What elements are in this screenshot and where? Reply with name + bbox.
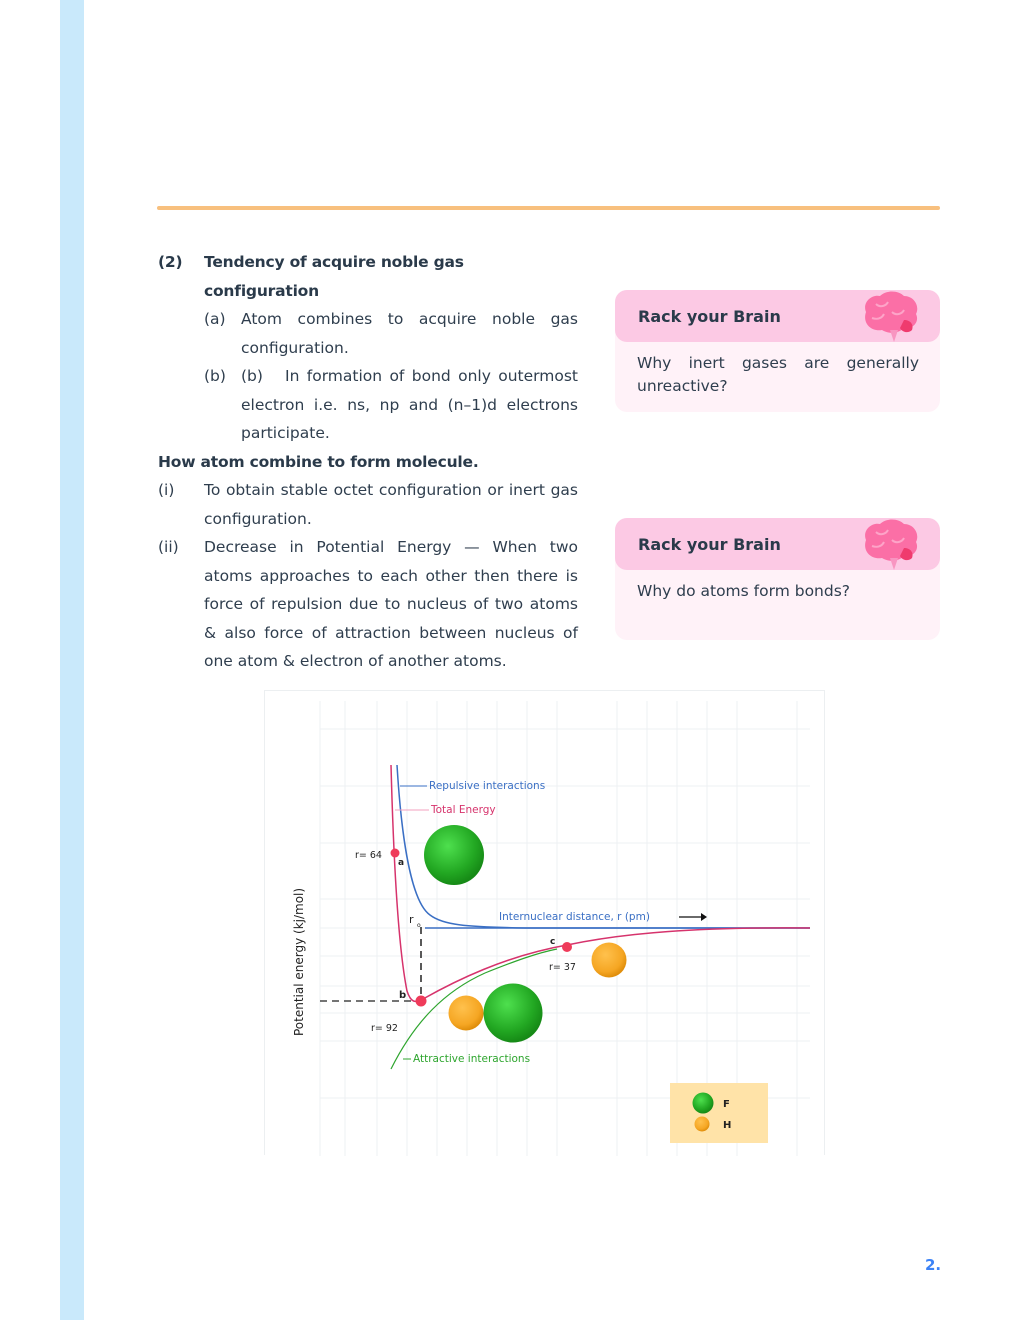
potential-energy-diagram bbox=[265, 691, 826, 1156]
side-strip bbox=[60, 0, 84, 1320]
fluorine-atom-bonded-icon bbox=[484, 984, 543, 1043]
attractive-label: Attractive interactions bbox=[413, 1053, 531, 1065]
item-label: (b) bbox=[204, 367, 226, 385]
legend-fluorine-icon bbox=[693, 1093, 714, 1114]
point-a-label: r= 64 bbox=[355, 850, 382, 861]
section-2-item-b bbox=[204, 362, 583, 448]
item-label: (i) bbox=[158, 481, 175, 499]
y-axis-label: Potential energy (kj/mol) bbox=[292, 887, 306, 1036]
section-2-item-a bbox=[204, 305, 578, 362]
brain-icon bbox=[858, 290, 920, 342]
how-atoms-item-ii bbox=[158, 533, 578, 676]
fluorine-atom-icon bbox=[424, 825, 484, 885]
section-title: Tendency of acquire noble gas configuration bbox=[204, 253, 464, 300]
legend-h-label: H bbox=[723, 1120, 732, 1131]
svg-text:a: a bbox=[398, 858, 405, 868]
x-axis-label: Internuclear distance, r (pm) bbox=[499, 911, 650, 923]
point-b bbox=[416, 996, 427, 1007]
hydrogen-atom-icon bbox=[592, 943, 627, 978]
total-energy-label: Total Energy bbox=[431, 804, 496, 816]
potential-energy-figure bbox=[264, 690, 825, 1155]
page-number: 2. bbox=[925, 1256, 942, 1274]
item-text: To obtain stable octet configuration or inert gas configuration. bbox=[204, 481, 578, 528]
item-text: (b) In formation of bond only outermost electron i.e. ns, np and (n–1)d electrons participate. bbox=[241, 367, 583, 442]
rack-box-title: Rack your Brain bbox=[638, 534, 781, 554]
section-2-heading bbox=[158, 248, 578, 305]
point-c bbox=[562, 942, 572, 952]
svg-text:c: c bbox=[550, 937, 556, 947]
item-label: (ii) bbox=[158, 538, 179, 556]
how-atoms-heading: How atom combine to form molecule. bbox=[158, 452, 479, 471]
item-text: Decrease in Potential Energy — When two atoms approaches to each other then there is force of repulsion due to nucleus of two atoms & also force of attraction between nucleus of one atom & electron of another atoms. bbox=[204, 538, 578, 670]
section-number: (2) bbox=[158, 253, 183, 271]
rack-box-question: Why do atoms form bonds? bbox=[637, 582, 851, 600]
rack-box-title: Rack your Brain bbox=[638, 306, 781, 326]
svg-text:o: o bbox=[417, 922, 421, 929]
rack-box-header bbox=[615, 518, 940, 570]
item-text: Atom combines to acquire noble gas configuration. bbox=[241, 310, 578, 357]
item-label: (a) bbox=[204, 310, 226, 328]
r0-label: r bbox=[409, 913, 414, 926]
rack-box-header bbox=[615, 290, 940, 342]
svg-text:b: b bbox=[399, 990, 407, 1001]
legend-hydrogen-icon bbox=[695, 1117, 710, 1132]
main-text-column bbox=[158, 248, 583, 676]
point-c-label: r= 37 bbox=[549, 962, 576, 973]
rack-box-question: Why inert gases are generally unreactive? bbox=[637, 354, 919, 395]
rack-your-brain-box-2 bbox=[615, 518, 940, 640]
how-atoms-item-i bbox=[158, 476, 578, 533]
legend-f-label: F bbox=[723, 1099, 730, 1110]
header-rule bbox=[157, 206, 940, 210]
legend-box bbox=[670, 1083, 768, 1143]
brain-icon bbox=[858, 518, 920, 570]
hydrogen-atom-bonded-icon bbox=[449, 996, 484, 1031]
point-b-label: r= 92 bbox=[371, 1023, 398, 1034]
repulsive-label: Repulsive interactions bbox=[429, 780, 546, 792]
point-a bbox=[391, 849, 400, 858]
rack-your-brain-box-1 bbox=[615, 290, 940, 412]
